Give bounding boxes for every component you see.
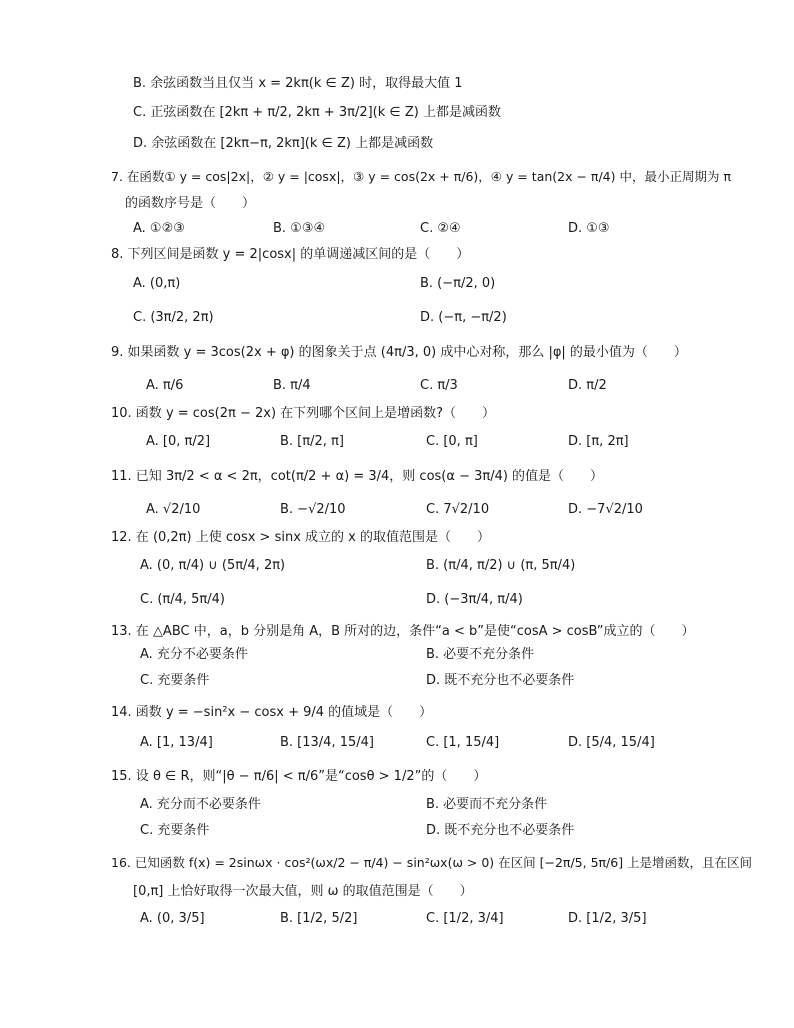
q6-option-d: D. 余弦函数在 [2kπ−π, 2kπ](k ∈ Z) 上都是减函数 [133, 136, 434, 151]
q11-option-a: A. √2/10 [146, 502, 201, 517]
q6-option-c: C. 正弦函数在 [2kπ + π/2, 2kπ + 3π/2](k ∈ Z) 上都是减函数 [133, 105, 501, 120]
q16-option-c: C. [1/2, 3/4] [426, 911, 504, 926]
q10-option-b: B. [π/2, π] [280, 434, 344, 449]
q11-option-d: D. −7√2/10 [568, 502, 643, 517]
q11-option-c: C. 7√2/10 [426, 502, 490, 517]
q10-stem: 10. 函数 y = cos(2π − 2x) 在下列哪个区间上是增函数?（ ） [111, 406, 496, 421]
q13-option-b: B. 必要不充分条件 [426, 647, 535, 662]
q11-option-b: B. −√2/10 [280, 502, 346, 517]
q15-option-a: A. 充分而不必要条件 [140, 797, 261, 812]
q15-stem: 15. 设 θ ∈ R，则“|θ − π/6| < π/6”是“cosθ > 1/2”的（ ） [111, 769, 487, 784]
q7-stem: 7. 在函数① y = cos|2x|，② y = |cosx|，③ y = cos(2x + π/6)，④ y = tan(2x − π/4) 中，最小正周期为 π [111, 169, 731, 184]
q7-option-b: B. ①③④ [273, 221, 326, 236]
q8-stem: 8. 下列区间是函数 y = 2|cosx| 的单调递减区间的是（ ） [111, 247, 470, 262]
q10-option-a: A. [0, π/2] [146, 434, 211, 449]
q10-option-d: D. [π, 2π] [568, 434, 629, 449]
q6-option-b: B. 余弦函数当且仅当 x = 2kπ(k ∈ Z) 时，取得最大值 1 [133, 76, 463, 91]
q10-option-c: C. [0, π] [426, 434, 478, 449]
q9-option-c: C. π/3 [420, 378, 458, 393]
q8-option-b: B. (−π/2, 0) [420, 276, 496, 291]
q9-stem: 9. 如果函数 y = 3cos(2x + φ) 的图象关于点 (4π/3, 0) 成中心对称，那么 |φ| 的最小值为（ ） [111, 345, 687, 360]
q9-option-a: A. π/6 [146, 378, 184, 393]
q13-stem: 13. 在 △ABC 中，a，b 分别是角 A，B 所对的边，条件“a < b”是使“cosA > cosB”成立的（ ） [111, 624, 695, 639]
q14-option-c: C. [1, 15/4] [426, 735, 500, 750]
q8-option-d: D. (−π, −π/2) [420, 310, 507, 325]
q16-option-d: D. [1/2, 3/5] [568, 911, 647, 926]
q15-option-b: B. 必要而不充分条件 [426, 797, 548, 812]
q13-option-d: D. 既不充分也不必要条件 [426, 673, 575, 688]
q9-option-d: D. π/2 [568, 378, 607, 393]
q14-option-d: D. [5/4, 15/4] [568, 735, 655, 750]
q14-stem: 14. 函数 y = −sin²x − cosx + 9/4 的值域是（ ） [111, 705, 433, 720]
q12-stem: 12. 在 (0,2π) 上使 cosx > sinx 成立的 x 的取值范围是（ ） [111, 530, 490, 545]
q12-option-b: B. (π/4, π/2) ∪ (π, 5π/4) [426, 558, 576, 573]
q16-stem-continued: [0,π] 上恰好取得一次最大值，则 ω 的取值范围是（ ） [133, 884, 473, 899]
q12-option-c: C. (π/4, 5π/4) [140, 592, 225, 607]
q14-option-b: B. [13/4, 15/4] [280, 735, 374, 750]
q16-option-a: A. (0, 3/5] [140, 911, 205, 926]
q11-stem: 11. 已知 3π/2 < α < 2π，cot(π/2 + α) = 3/4，则 cos(α − 3π/4) 的值是（ ） [111, 469, 604, 484]
q7-option-d: D. ①③ [568, 221, 610, 236]
q13-option-c: C. 充要条件 [140, 673, 210, 688]
q14-option-a: A. [1, 13/4] [140, 735, 213, 750]
q7-option-c: C. ②④ [420, 221, 461, 236]
q8-option-a: A. (0,π) [133, 276, 181, 291]
q15-option-c: C. 充要条件 [140, 823, 210, 838]
q15-option-d: D. 既不充分也不必要条件 [426, 823, 575, 838]
q9-option-b: B. π/4 [273, 378, 311, 393]
q12-option-a: A. (0, π/4) ∪ (5π/4, 2π) [140, 558, 286, 573]
q16-stem: 16. 已知函数 f(x) = 2sinωx · cos²(ωx/2 − π/4) − sin²ωx(ω > 0) 在区间 [−2π/5, 5π/6] 上是增函数，且在区间 [111, 855, 753, 870]
q12-option-d: D. (−3π/4, π/4) [426, 592, 523, 607]
q7-stem-continued: 的函数序号是（ ） [125, 196, 256, 211]
q8-option-c: C. (3π/2, 2π) [133, 310, 214, 325]
q7-option-a: A. ①②③ [133, 221, 185, 236]
q13-option-a: A. 充分不必要条件 [140, 647, 248, 662]
q16-option-b: B. [1/2, 5/2] [280, 911, 358, 926]
